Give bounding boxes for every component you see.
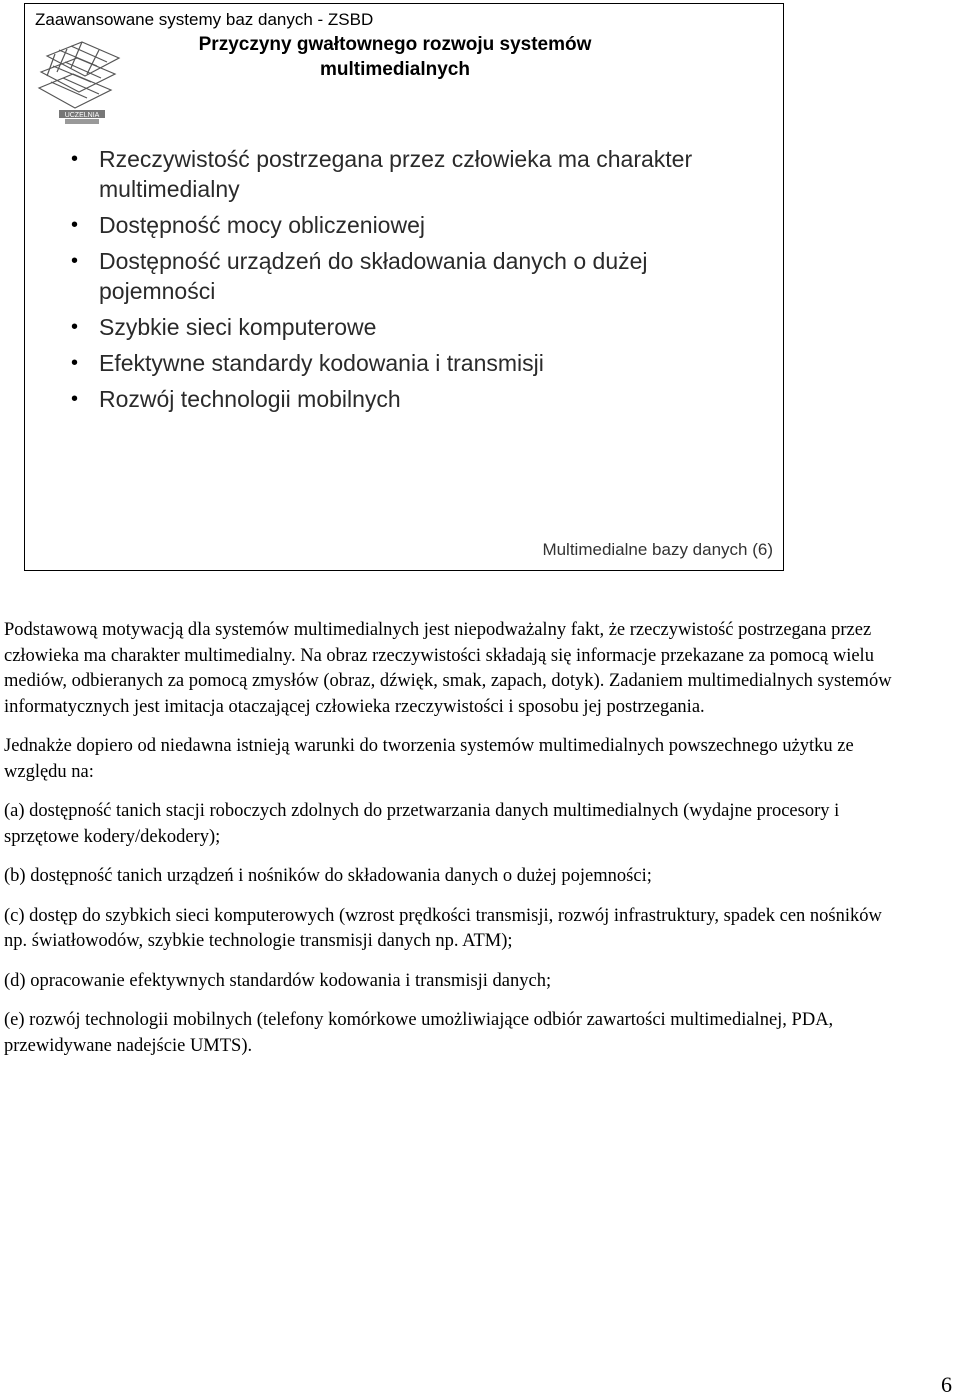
list-item: • Efektywne standardy kodowania i transmisji	[71, 350, 544, 376]
notes-paragraph: Podstawową motywacją dla systemów multimedialnych jest niepodważalny fakt, że rzeczywistość postrzegana przez człowieka ma charakter multimedialny. Na obraz rzeczywistości składają się informacje przekazane za pomocą wielu mediów, odbieranych za pomocą zmysłów (obraz, dźwięk, smak, zapach, dotyk). Zadaniem multimedialnych systemów informatycznych jest imitacja otaczającej człowieka rzeczywistości i sposobu jej postrzegania.	[4, 620, 892, 717]
bullet-icon: •	[71, 148, 79, 170]
bullet-icon: •	[71, 250, 79, 272]
slide-frame	[24, 3, 784, 571]
notes-item-e: (e) rozwój technologii mobilnych (telefony komórkowe umożliwiające odbiór zawartości multimedialnej, PDA, przewidywane nadejście UMTS).	[4, 1010, 834, 1056]
bullet-icon: •	[71, 388, 79, 410]
list-item: • Szybkie sieci komputerowe	[71, 314, 377, 340]
notes-item-d: (d) opracowanie efektywnych standardów kodowania i transmisji danych;	[4, 970, 552, 991]
list-item: • Dostępność urządzeń do składowania danych o dużej pojemności	[71, 248, 648, 304]
university-logo	[37, 36, 129, 128]
slide-footer: Multimedialne bazy danych (6)	[542, 540, 773, 559]
list-item: • Rozwój technologii mobilnych	[71, 386, 401, 412]
list-item: • Rzeczywistość postrzegana przez człowieka ma charakter multimedialny	[71, 146, 693, 202]
bullet-icon: •	[71, 214, 79, 236]
svg-text:UCZELNIA: UCZELNIA	[64, 112, 100, 119]
list-item: • Dostępność mocy obliczeniowej	[71, 212, 425, 238]
notes-item-c: (c) dostęp do szybkich sieci komputerowych (wzrost prędkości transmisji, rozwój infrastruktury, spadek cen nośników np. światłowodów, szybkie technologie transmisji danych np. ATM);	[4, 905, 882, 951]
notes-item-a: (a) dostępność tanich stacji roboczych zdolnych do przetwarzania danych multimedialnych (wydajne procesory i sprzętowe kodery/dekodery);	[4, 801, 840, 847]
slide-header: Zaawansowane systemy baz danych - ZSBD	[35, 10, 374, 29]
slide-title: Przyczyny gwałtownego rozwoju systemów multimedialnych	[198, 34, 592, 80]
logo-grid-icon	[37, 36, 129, 128]
page-number: 6	[941, 1372, 952, 1397]
notes-item-b: (b) dostępność tanich urządzeń i nośników do składowania danych o dużej pojemności;	[4, 866, 652, 886]
notes-paragraph: Jednakże dopiero od niedawna istnieją warunki do tworzenia systemów multimedialnych powszechnego użytku ze względu na:	[4, 736, 854, 782]
bullet-list	[71, 144, 711, 420]
bullet-icon: •	[71, 352, 79, 374]
lecture-notes	[4, 618, 904, 1073]
bullet-icon: •	[71, 316, 79, 338]
